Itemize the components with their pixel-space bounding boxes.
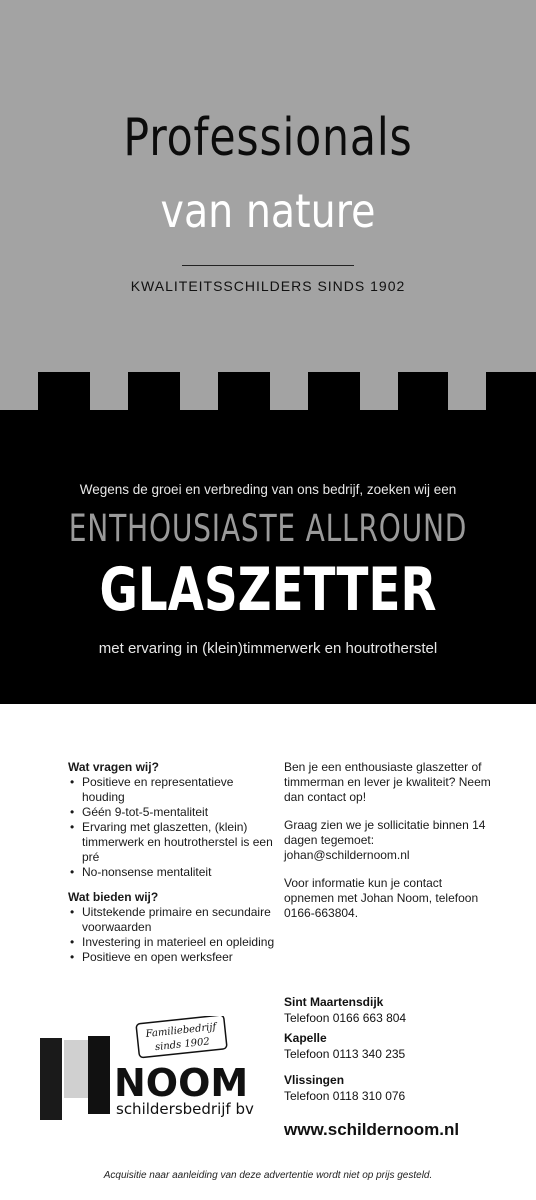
list-item: • No-nonsense mentaliteit	[68, 865, 278, 880]
location-phone: Telefoon 0113 340 235	[284, 1047, 406, 1061]
notch	[270, 372, 308, 410]
location-kapelle	[284, 1030, 405, 1062]
contact-apply: Graag zien we je sollicitatie binnen 14 dagen tegemoet: johan@schildernoom.nl	[284, 818, 486, 862]
website-link[interactable]: www.schildernoom.nl	[284, 1120, 460, 1139]
tagline: KWALITEITSSCHILDERS SINDS 1902	[130, 278, 406, 294]
location-sint-maartensdijk	[284, 994, 406, 1026]
logo-bar-light	[64, 1040, 88, 1098]
location-name: Sint Maartensdijk	[284, 995, 384, 1009]
headline-van-nature: van nature	[160, 184, 376, 238]
left-column	[68, 760, 278, 971]
logo-badge	[136, 1016, 227, 1058]
notch	[360, 372, 398, 410]
notch	[448, 372, 486, 410]
right-column	[284, 760, 494, 934]
notch	[90, 372, 128, 410]
notch	[0, 372, 38, 410]
logo-bar-dark	[40, 1038, 62, 1120]
list-item: • Positieve en open werksfeer	[68, 950, 278, 965]
location-phone: Telefoon 0118 310 076	[284, 1089, 406, 1103]
divider	[182, 265, 354, 266]
contact-info: Voor informatie kun je contact opnemen met Johan Noom, telefoon 0166-663804.	[284, 876, 479, 920]
location-vlissingen	[284, 1072, 405, 1104]
disclaimer: Acquisitie naar aanleiding van deze advertentie wordt niet op prijs gesteld.	[103, 1170, 433, 1181]
location-name: Vlissingen	[284, 1073, 345, 1087]
logo-brand-sub: schildersbedrijf bv	[116, 1100, 254, 1118]
notch	[180, 372, 218, 410]
list-item: • Uitstekende primaire en secundaire voorwaarden	[68, 905, 278, 935]
headline-professionals: Professionals	[123, 108, 413, 168]
location-phone: Telefoon 0166 663 804	[284, 1011, 407, 1025]
requirements-list	[68, 775, 278, 880]
noom-logo	[40, 1016, 280, 1120]
list-item: • Positieve en representatieve houding	[68, 775, 278, 805]
list-item: • Ervaring met glaszetten, (klein) timmerwerk en houtrotherstel is een pré	[68, 820, 278, 865]
vacancy-title-line1: ENTHOUSIASTE ALLROUND	[68, 507, 468, 550]
requirements-title: Wat vragen wij?	[68, 760, 159, 774]
contact-intro: Ben je een enthousiaste glaszetter of timmerman en lever je kwaliteit? Neem dan contact op!	[284, 760, 491, 804]
badge-line1: Familiebedrijf	[145, 1021, 217, 1041]
vacancy-intro: Wegens de groei en verbreding van ons bedrijf, zoeken wij een	[79, 482, 457, 497]
logo-bar-black	[88, 1036, 110, 1114]
vacancy-title-line2: GLASZETTER	[99, 555, 437, 625]
list-item: • Géén 9-tot-5-mentaliteit	[68, 805, 278, 820]
badge-line2: sinds 1902	[154, 1036, 211, 1054]
offer-title: Wat bieden wij?	[68, 890, 159, 904]
vacancy-subtitle: met ervaring in (klein)timmerwerk en houtrotherstel	[98, 640, 438, 657]
list-item: • Investering in materieel en opleiding	[68, 935, 278, 950]
logo-brand: NOOM	[114, 1061, 249, 1105]
location-name: Kapelle	[284, 1031, 327, 1045]
offer-list	[68, 905, 278, 965]
